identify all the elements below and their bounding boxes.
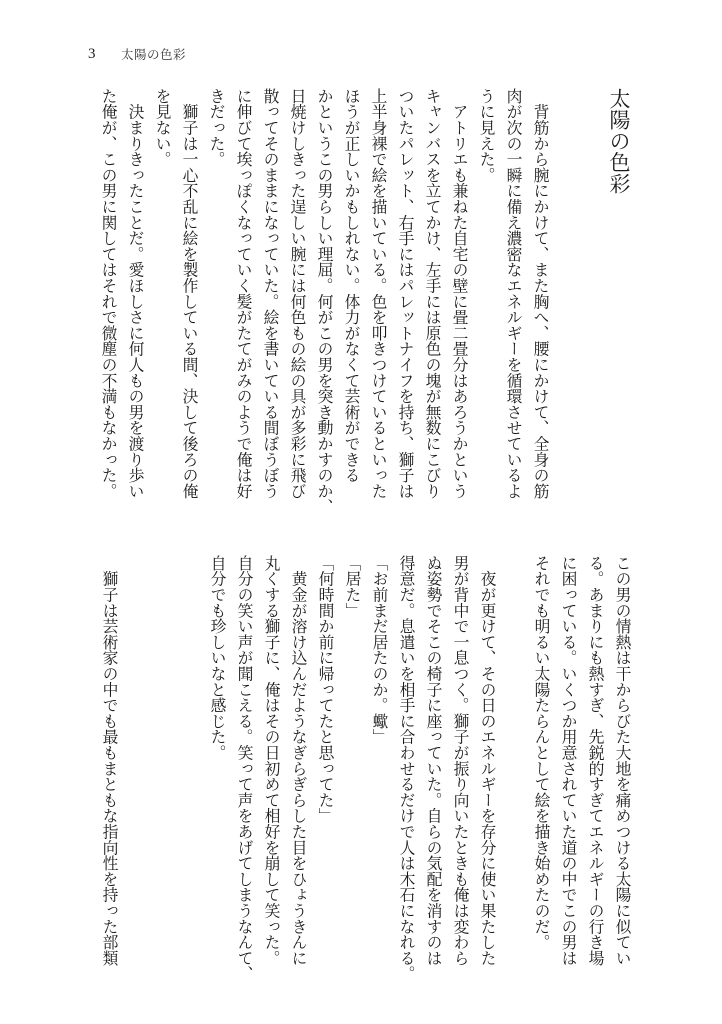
text-column: きだった。 — [207, 88, 226, 167]
text-column: 獅子は一心不乱に絵を製作している間、決して後ろの俺 — [180, 88, 199, 499]
text-column: 夜が更けて、その日のエネルギーを存分に使い果たした — [478, 555, 497, 966]
text-column: 黄金が溶け込んだようなぎらぎらした目をひょうきんに — [289, 555, 308, 966]
text-tier-top — [92, 88, 554, 515]
text-column: 日焼けしきった逞しい腕には何色もの絵の具が多彩に飛び — [288, 88, 307, 499]
text-column: ついたパレット、右手にはパレットナイフを持ち、獅子は — [396, 88, 415, 499]
text-column: 決まりきったことだ。愛ほしさに何人もの男を渡り歩い — [126, 88, 145, 499]
text-column — [150, 555, 177, 985]
text-column: 獅子は芸術家の中でも最もまともな指向性を持った部類 — [100, 555, 119, 966]
text-column: に困っている。いくつか用意されていた道の中でこの男は — [559, 555, 578, 966]
text-column: 「居た」 — [343, 555, 362, 619]
text-column: 上半身裸で絵を描いている。色を叩きつけているといった — [369, 88, 388, 499]
text-column — [123, 555, 150, 985]
text-column: 自分の笑い声が聞こえる。笑って声をあげてしまうなんて、 — [235, 555, 254, 982]
text-column: た俺が、この男に関してはそれで微塵の不満もなかった。 — [99, 88, 118, 499]
text-column: 自分でも珍しいなと感じた。 — [208, 555, 227, 761]
text-column: に伸びて埃っぽくなっていく髪がたてがみのようで俺は好 — [234, 88, 253, 499]
text-column: 散ってそのままになっていた。絵を書いている間ぼうぼう — [261, 88, 280, 499]
text-column: アトリエも兼ねた自宅の壁に畳二畳分はあろうかという — [450, 88, 469, 499]
text-tier-bottom — [96, 555, 636, 985]
text-column — [177, 555, 204, 985]
text-column: 「お前まだ居たのか。蠍」 — [370, 555, 389, 745]
text-column: 得意だ。息遣いを相手に合わせるだけで人は木石になれる。 — [397, 555, 416, 982]
text-column: 「何時間か前に帰ってたと思ってた」 — [316, 555, 335, 824]
text-column: ほうが正しいかもしれない。体力がなくて芸術ができる — [342, 88, 361, 483]
text-column: うに見えた。 — [477, 88, 496, 183]
text-column — [501, 555, 528, 985]
text-column: る。あまりにも熱すぎ、先鋭的すぎてエネルギーの行き場 — [586, 555, 605, 966]
running-header-title: 太陽の色彩 — [121, 47, 187, 62]
text-column: を見ない。 — [153, 88, 172, 167]
text-column: キャンバスを立てかけ、左手には原色の塊が無数にこびり — [423, 88, 442, 499]
text-column: 背筋から腕にかけて、また胸へ、腰にかけて、全身の筋 — [531, 88, 550, 499]
text-column: それでも明るい太陽たらんとして絵を描き始めたのだ。 — [532, 555, 551, 950]
text-column: ぬ姿勢でそこの椅子に座っていた。自らの気配を消すのは — [424, 555, 443, 966]
chapter-title: 太陽の色彩 — [607, 88, 631, 194]
text-column: 男が背中で一息つく。獅子が振り向いたときも俺は変わら — [451, 555, 470, 966]
text-column: 肉が次の一瞬に備え濃密なエネルギーを循環させているよ — [504, 88, 523, 499]
text-column: この男の情熱は干からびた大地を痛めつける太陽に似てい — [613, 555, 632, 966]
text-column: 丸くする獅子に、俺はその日初めて相好を崩して笑った。 — [262, 555, 281, 966]
text-column: かというこの男らしい理屈。何がこの男を突き動かすのか、 — [315, 88, 334, 515]
page-number: 3 — [88, 46, 96, 62]
